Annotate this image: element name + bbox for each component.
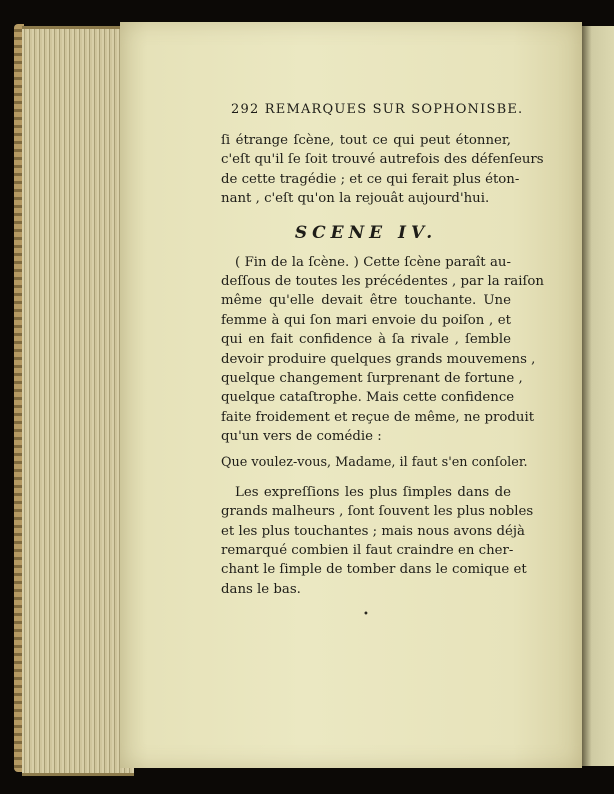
text-line: ( Fin de la ſcène. ) Cette ſcène paraît au-: [235, 254, 511, 270]
text-line: de cette tragédie ; et ce qui ferait plus éton-: [221, 171, 520, 187]
paragraph-expressions: [221, 483, 534, 599]
facing-page-edge: [582, 26, 614, 766]
text-line: qu'un vers de comédie :: [221, 429, 382, 445]
lead-in-paragraph: [221, 131, 544, 209]
running-title: REMARQUES SUR SOPHONISBE.: [264, 102, 524, 117]
page-number: 292: [231, 102, 260, 117]
verse-quote: Que voulez-vous, Madame, il faut s'en conſoler.: [221, 455, 528, 471]
text-line: grands malheurs , ſont ſouvent les plus nobles: [221, 504, 534, 520]
page-text: [221, 100, 544, 621]
text-line: remarqué combien il faut craindre en cher-: [221, 543, 514, 559]
text-line: chant le ſimple de tomber dans le comique et: [221, 562, 527, 578]
text-line: quelque cataſtrophe. Mais cette confidence: [221, 390, 515, 406]
text-line: quelque changement ſurprenant de fortune ,: [221, 370, 523, 386]
paragraph-fin-de-la-scene: [221, 253, 544, 447]
text-line: devoir produire quelques grands mouvemens ,: [221, 351, 536, 367]
text-line: c'eſt qu'il ſe ſoit trouvé autrefois des défenſeurs: [221, 152, 544, 168]
text-line: qui en fait confidence à ſa rivale , ſemble: [221, 332, 511, 348]
text-line: deſſous de toutes les précédentes , par la raiſon: [221, 273, 544, 289]
text-line: femme à qui ſon mari envoie du poiſon , et: [221, 312, 511, 328]
text-line: faite froidement et reçue de même, ne produit: [221, 409, 535, 425]
end-mark: •: [363, 609, 369, 621]
running-head: [231, 100, 524, 120]
text-line: ſi étrange ſcène, tout ce qui peut étonner,: [221, 133, 511, 148]
text-line: Les expreſſions les plus ſimples dans de: [235, 484, 511, 500]
text-line: même qu'elle devait être touchante. Une: [221, 293, 511, 309]
text-line: nant , c'eſt qu'on la rejouât aujourd'hui.: [221, 191, 490, 207]
page-edges: [22, 26, 134, 776]
scene-heading: SCENE IV.: [294, 222, 438, 243]
text-line: et les plus touchantes ; mais nous avons déjà: [221, 523, 525, 539]
text-line: dans le bas.: [221, 581, 301, 597]
